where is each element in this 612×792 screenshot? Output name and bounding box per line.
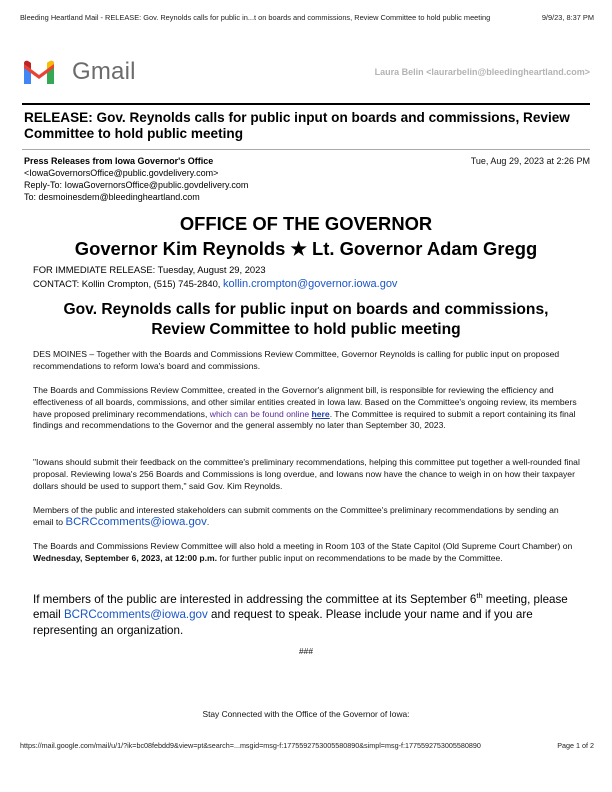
here-link[interactable]: here [311,408,330,419]
release-info [33,263,397,291]
meeting-datetime: Wednesday, September 6, 2023, at 12:00 p.m. [33,552,218,563]
paragraph-5 [33,541,581,565]
print-footer-url: https://mail.google.com/mail/u/1/?ik=bc08febdd9&view=pt&search=...msgid=msg-f:1775592753005580890&simpl=msg-f:1775592753005580890 [20,741,481,750]
print-header-datetime: 9/9/23, 8:37 PM [541,13,594,22]
bcrc-email-link[interactable]: BCRCcomments@iowa.gov [65,515,207,528]
sender-block [24,155,248,203]
headline-line-1: Gov. Reynolds calls for public input on boards and commissions, [63,301,549,318]
release-headline [0,300,612,340]
recommendations-link[interactable]: which can be found online [209,408,310,419]
paragraph-1: DES MOINES – Together with the Boards and Commissions Review Committee, Governor Reynolds is calling for public input on proposed recommendations to reform Iowa's board and commissions. [33,349,560,371]
closing-email-link[interactable]: BCRCcomments@iowa.gov [63,608,208,622]
star-icon: ★ [290,238,307,259]
email-date: Tue, Aug 29, 2023 at 2:26 PM [470,156,590,166]
print-header-title: Bleeding Heartland Mail - RELEASE: Gov. Reynolds calls for public in...t on boards and commissions, Review Committee to hold public meeting [20,13,491,22]
closing-text-b: meeting, please email [33,592,568,622]
contact-line [33,277,397,291]
paragraph-4-text-b: . [206,516,210,527]
paragraph-2 [33,385,581,432]
release-date: FOR IMMEDIATE RELEASE: Tuesday, August 29, 2023 [33,264,266,275]
sender-name: Press Releases from Iowa Governor's Office [24,156,214,166]
lt-governor-name: Lt. Governor Adam Gregg [312,238,538,259]
header-divider [22,103,590,105]
paragraph-2-text-b: . The Committee is required to submit a report containing its final findings and recommendations to the Governor and the general assembly no later than September 30, 2023. [33,408,576,431]
gmail-logo-icon [22,58,56,86]
contact-email-link[interactable]: kollin.crompton@governor.iowa.gov [223,278,398,290]
headline-line-2: Review Committee to hold public meeting [151,321,461,338]
paragraph-4 [33,505,581,529]
governor-line [0,238,612,260]
page-number: Page 1 of 2 [557,741,594,750]
contact-prefix: CONTACT: Kollin Crompton, (515) 745-2840, [33,278,221,289]
stay-connected: Stay Connected with the Office of the Governor of Iowa: [202,709,410,719]
paragraph-5-text-a: The Boards and Commissions Review Committee will also hold a meeting in Room 103 of the State Capitol (Old Supreme Court Chamber) on [33,541,573,551]
gmail-wordmark: Gmail [72,58,136,85]
paragraph-5-text-b: for further public input on recommendations to be made by the Committee. [219,552,503,563]
reply-to: Reply-To: IowaGovernorsOffice@public.govdelivery.com [24,180,249,190]
closing-text-c: and request to speak. Please include your name and if you are representing an organization. [33,608,533,638]
paragraph-2-text-a: The Boards and Commissions Review Committee, created in the Governor's alignment bill, is responsible for reviewing the efficiency and effectiveness of all boards, commissions, and other similar entities created in Iowa law. Based on the Committee's ongoing review, its members have proposed preliminary recommendations, [33,385,577,419]
sender-address: <IowaGovernorsOffice@public.govdelivery.com> [24,168,219,178]
governor-name: Governor Kim Reynolds [74,238,286,259]
subject-divider [22,149,590,150]
closing-superscript: th [476,591,483,600]
recipient: To: desmoinesdem@bleedingheartland.com [24,192,200,202]
email-subject: RELEASE: Gov. Reynolds calls for public input on boards and commissions, Review Committee to hold public meeting [24,110,570,141]
end-marker: ### [299,646,313,656]
closing-paragraph [33,588,593,639]
closing-text-a: If members of the public are interested in addressing the committee at its September 6 [33,592,477,606]
paragraph-4-text-a: Members of the public and interested stakeholders can submit comments on the Committee's preliminary recommendations by sending an email to [33,505,559,527]
paragraph-3-quote: "Iowans should submit their feedback on the committee's preliminary recommendations, helping this committee put together a well-rounded final proposal. Reviewing Iowa's 256 Boards and Commissions is long overdue, and Iowans now have the chance to weigh in on how their taxpayer dollars should be used to support them," said Gov. Kim Reynolds. [33,457,580,491]
account-label: Laura Belin <laurarbelin@bleedingheartland.com> [374,67,590,77]
office-heading: OFFICE OF THE GOVERNOR [179,213,433,234]
